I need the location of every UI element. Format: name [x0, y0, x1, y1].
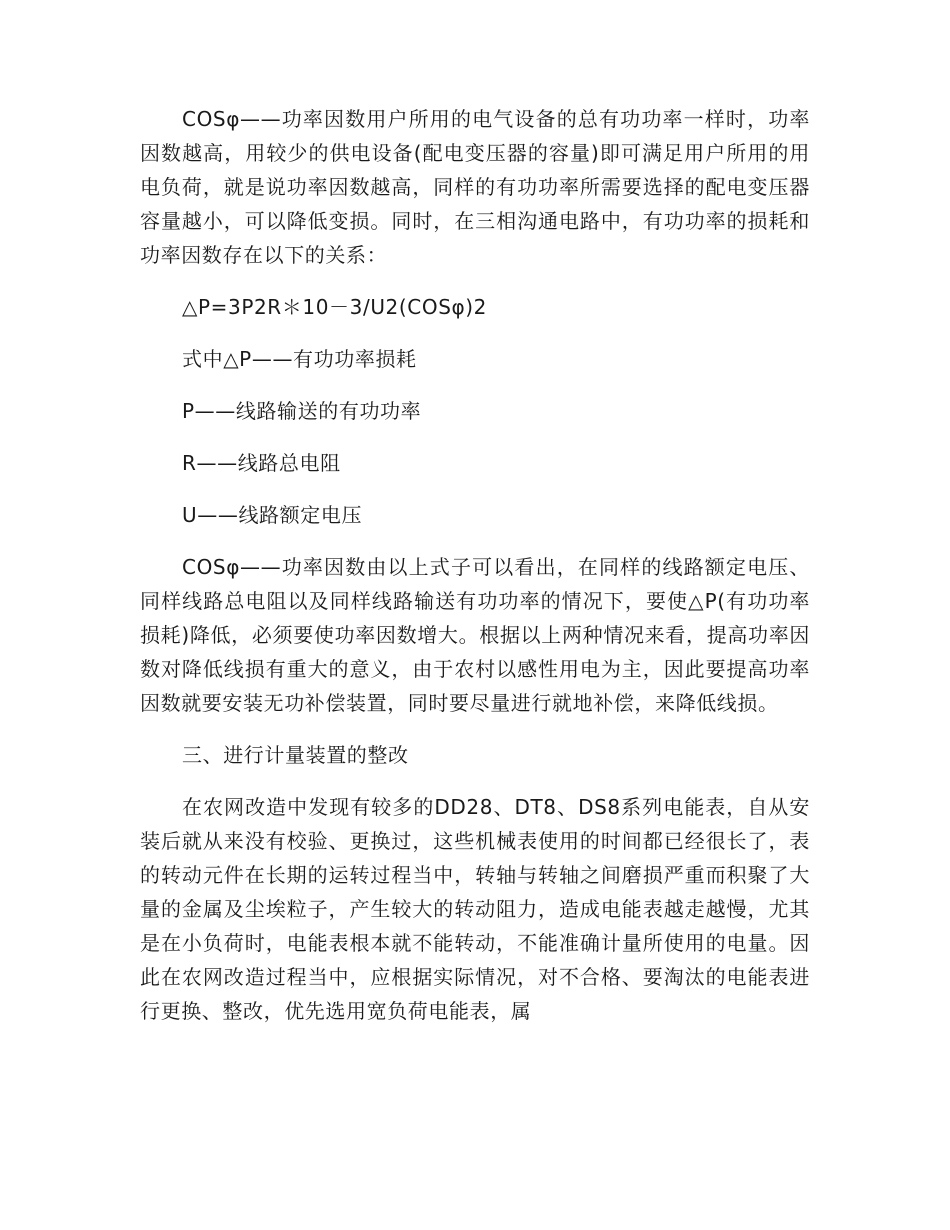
section-heading-metering: 三、进行计量装置的整改	[182, 743, 409, 767]
definition-u: U——线路额定电压	[182, 503, 363, 527]
document-body	[140, 102, 810, 1046]
paragraph-power-factor-intro: COSφ——功率因数用户所用的电气设备的总有功功率一样时，功率因数越高，用较少的供电设备(配电变压器的容量)即可满足用户所用的用电负荷，就是说功率因数越高，同样的有功功率所需要选择的配电变压器容量越小，可以降低变损。同时，在三相沟通电路中，有功功率的损耗和功率因数存在以下的关系：	[140, 107, 810, 267]
formula-line-loss: △P=3P2R＊10－3/U2(COSφ)2	[182, 295, 488, 319]
paragraph-metering-rectification: 在农网改造中发现有较多的DD28、DT8、DS8系列电能表，自从安装后就从来没有校验、更换过，这些机械表使用的时间都已经很长了，表的转动元件在长期的运转过程当中，转轴与转轴之间磨损严重而积聚了大量的金属及尘埃粒子，产生较大的转动阻力，造成电能表越走越慢，尤其是在小负荷时，电能表根本就不能转动，不能准确计量所使用的电量。因此在农网改造过程当中，应根据实际情况，对不合格、要淘汰的电能表进行更换、整改，优先选用宽负荷电能表，属	[140, 795, 810, 1023]
definition-p: P——线路输送的有功功率	[182, 399, 422, 423]
paragraph-power-factor-conclusion: COSφ——功率因数由以上式子可以看出，在同样的线路额定电压、同样线路总电阻以及同样线路输送有功功率的情况下，要使△P(有功功率损耗)降低，必须要使功率因数增大。根据以上两种情况来看，提高功率因数对降低线损有重大的意义，由于农村以感性用电为主，因此要提高功率因数就要安装无功补偿装置，同时要尽量进行就地补偿，来降低线损。	[140, 555, 810, 715]
definition-r: R——线路总电阻	[182, 451, 341, 475]
definition-delta-p: 式中△P——有功功率损耗	[182, 347, 417, 371]
